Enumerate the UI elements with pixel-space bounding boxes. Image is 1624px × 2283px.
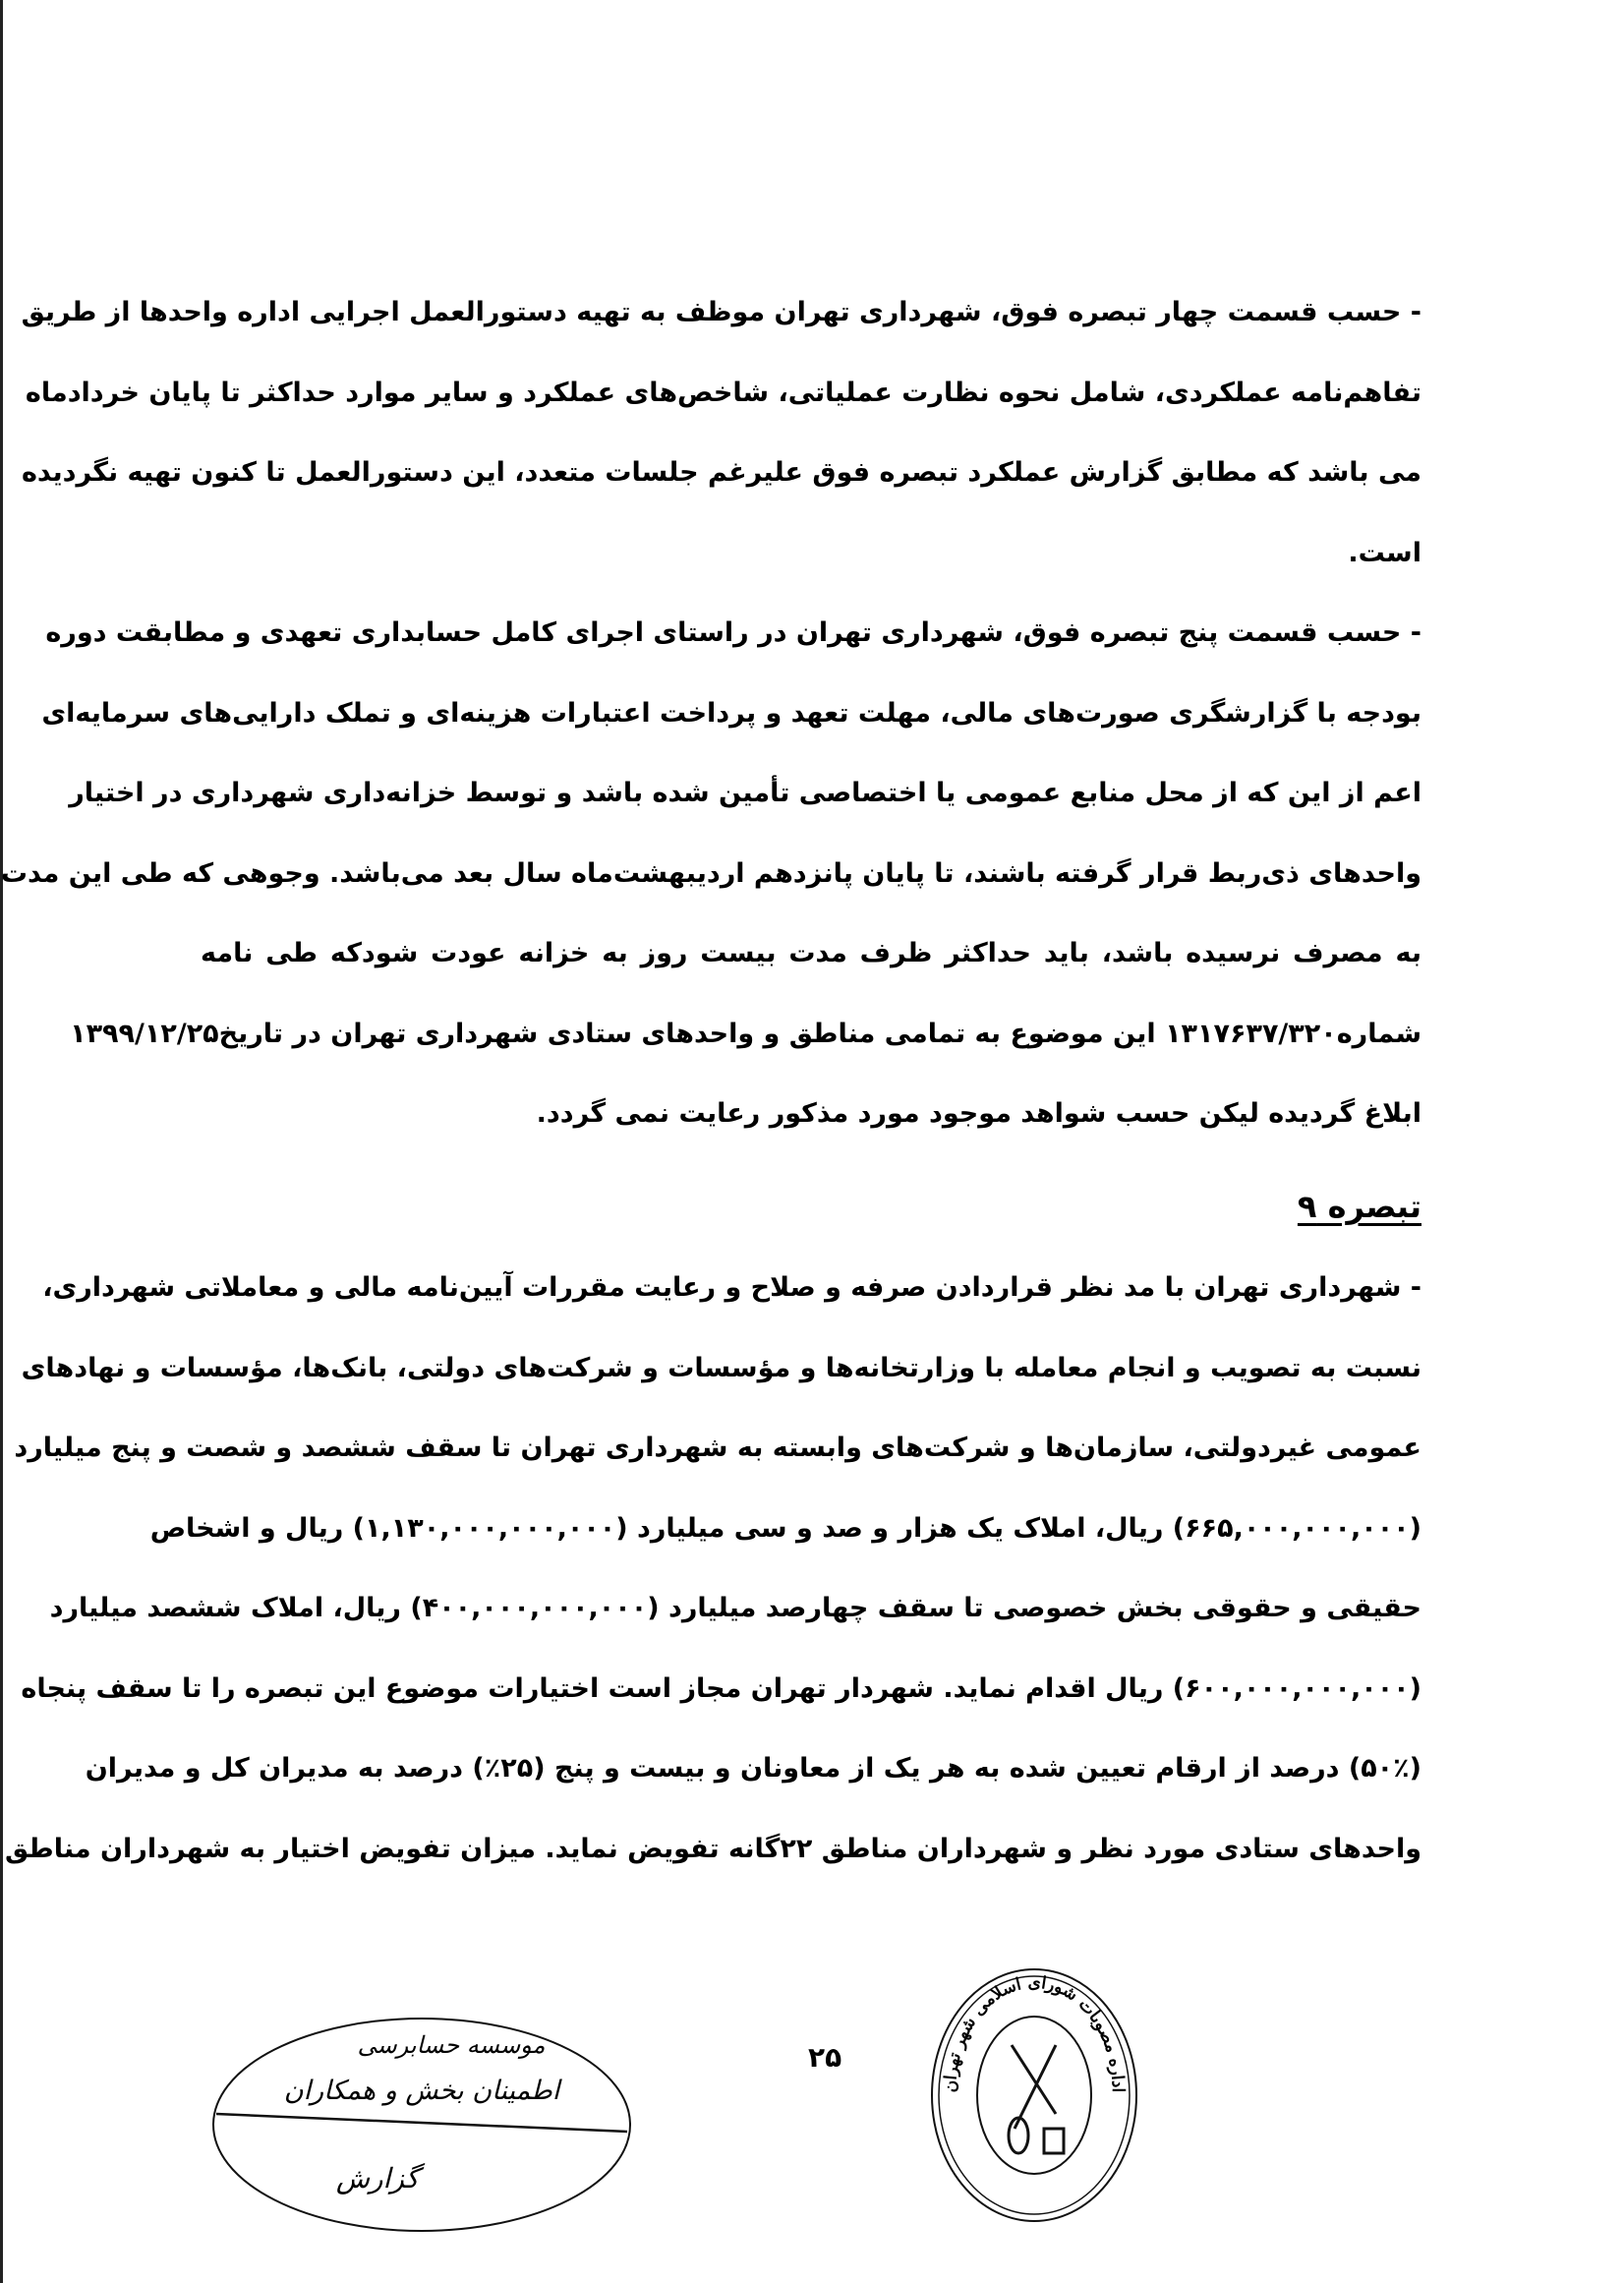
council-seal-text: اداره مصوبات شورای اسلامی شهر تهران [940,1972,1129,2093]
auditor-stamp-line-3: گزارش [335,2162,420,2195]
text-line: به مصرف نرسیده باشد، باید حداکثر ظرف مدت بیست روز به خزانه عودت شودکه طی نامه [201,938,1421,968]
text-line: نسبت به تصویب و انجام معامله با وزارتخانه‌ها و مؤسسات و شرکت‌های دولتی، بانک‌ها، مؤسسات و نهادهای [21,1352,1421,1383]
text-line: تفاهم‌نامه عملکردی، شامل نحوه نظارت عملیاتی، شاخص‌های عملکرد و سایر موارد حداکثر تا پایان خردادماه [25,377,1421,408]
council-seal [928,1966,1140,2224]
text-line: عمومی غیردولتی، سازمان‌ها و شرکت‌های وابسته به شهرداری تهران تا سقف ششصد و شصت و پنج میلیارد [14,1433,1421,1463]
text-line: می باشد که مطابق گزارش عملکرد تبصره فوق علیرغم جلسات متعدد، این دستورالعمل تا کنون تهیه نگردیده [21,457,1421,488]
text-line: - شهرداری تهران با مد نظر قراردادن صرفه و صلاح و رعایت مقررات آیین‌نامه مالی و معاملاتی شهرداری، [42,1272,1421,1303]
text-line: واحدهای ذی‌ربط قرار گرفته باشند، تا پایان پانزدهم اردیبهشت‌ماه سال بعد می‌باشد. وجوهی که طی این مدت [0,857,1421,889]
auditor-stamp-line-2: اطمینان بخش و همکاران [283,2076,560,2106]
text-line: - حسب قسمت چهار تبصره فوق، شهرداری تهران موظف به تهیه دستورالعمل اجرایی اداره واحدها از طریق [21,297,1421,327]
text-line: (۶۰۰,۰۰۰,۰۰۰,۰۰۰) ریال اقدام نماید. شهردار تهران مجاز است اختیارات موضوع این تبصره را تا سقف پنجاه [21,1672,1421,1704]
text-line: (۶۶۵,۰۰۰,۰۰۰,۰۰۰) ریال، املاک یک هزار و صد و سی میلیارد (۱,۱۳۰,۰۰۰,۰۰۰,۰۰۰) ریال و اشخاص [149,1512,1421,1544]
section-heading: تبصره ۹ [1297,1188,1421,1225]
text-line: است. [1348,537,1421,568]
text-line: شماره۱۳۱۷۶۳۷/۳۲۰ این موضوع به تمامی مناطق و واحدهای ستادی شهرداری تهران در تاریخ۱۳۹۹/۱۲/۲۵ [70,1018,1421,1049]
scan-page-edge [0,0,3,2283]
text-line: ابلاغ گردیده لیکن حسب شواهد موجود مورد مذکور رعایت نمی گردد. [536,1098,1421,1129]
text-line: واحدهای ستادی مورد نظر و شهرداران مناطق ۲۲گانه تفویض نماید. میزان تفویض اختیار به شهرداران مناطق [4,1833,1421,1864]
auditor-stamp-line-1: موسسه حسابرسی [357,2031,546,2059]
emblem-icon [1009,2045,1064,2153]
text-line: (۵۰٪) درصد از ارقام تعیین شده به هر یک از معاونان و بیست و پنج (۲۵٪) درصد به مدیران کل و مدیران [85,1753,1421,1784]
text-line: بودجه با گزارشگری صورت‌های مالی، مهلت تعهد و پرداخت اعتبارات هزینه‌ای و تملک دارایی‌های سرمایه‌ای [41,697,1421,729]
text-line: - حسب قسمت پنج تبصره فوق، شهرداری تهران در راستای اجرای کامل حسابداری تعهدی و مطابقت دوره [45,617,1421,648]
page-number: ۲۵ [808,2041,842,2074]
auditor-stamp [210,2016,633,2234]
text-line: اعم از این که از محل منابع عمومی یا اختصاصی تأمین شده باشد و توسط خزانه‌داری شهرداری در اختیار [69,778,1421,808]
text-line: حقیقی و حقوقی بخش خصوصی تا سقف چهارصد میلیارد (۴۰۰,۰۰۰,۰۰۰,۰۰۰) ریال، املاک ششصد میلیارد [49,1593,1421,1623]
